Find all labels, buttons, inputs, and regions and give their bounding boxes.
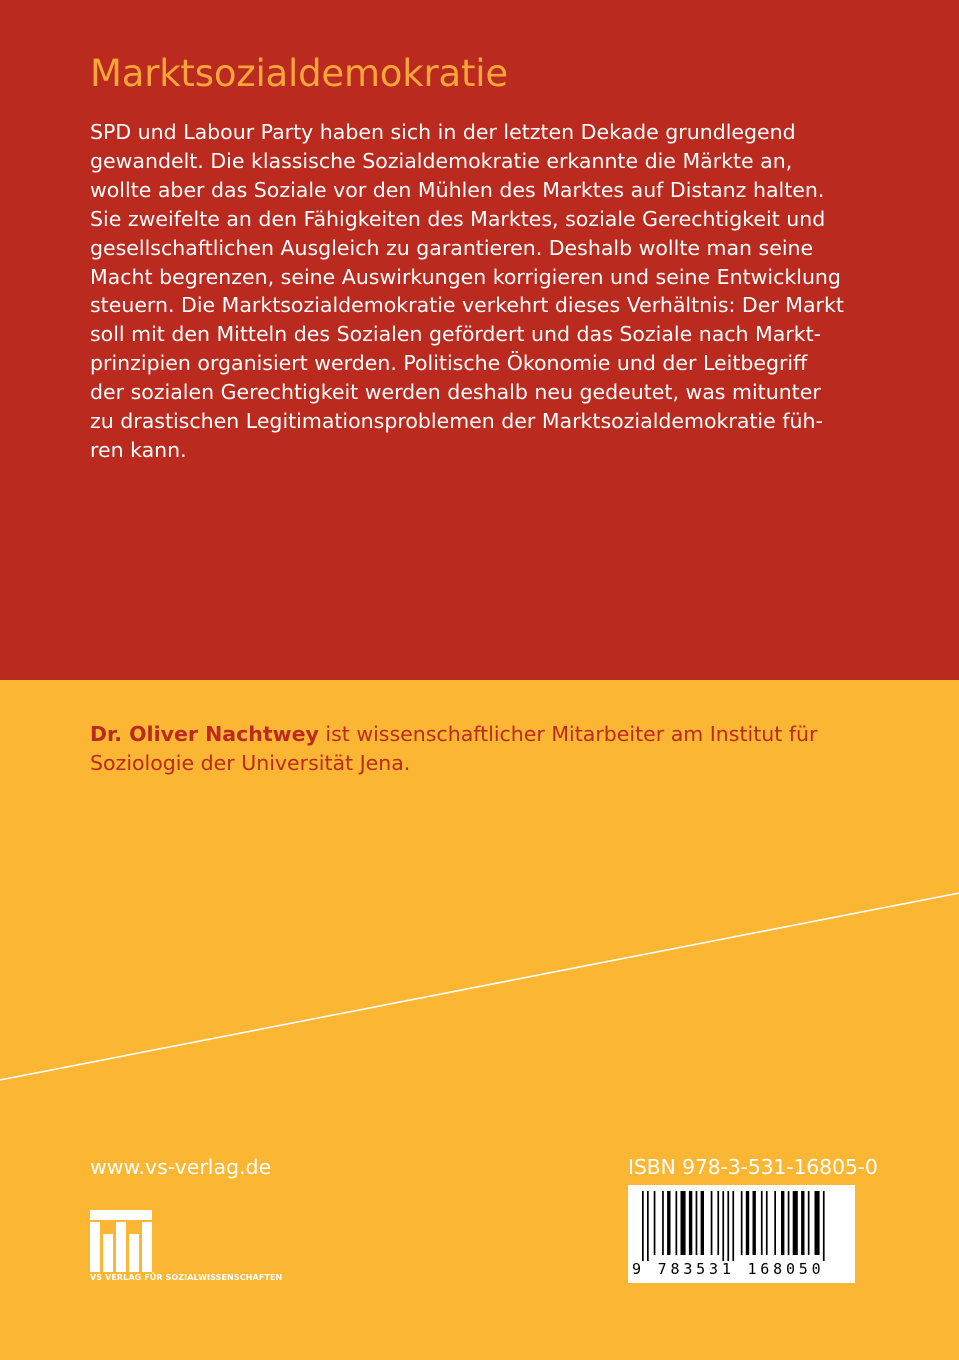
blurb-line: der sozialen Gerechtigkeit werden deshalb neu gedeutet, was mitunter: [90, 380, 821, 405]
barcode-bar: [717, 1191, 719, 1255]
bio-text: ist wissenschaftlicher Mitarbeiter am Institut für: [318, 722, 818, 746]
barcode-bar: [642, 1191, 644, 1261]
barcode-bar: [815, 1191, 820, 1255]
barcode-bar: [823, 1191, 825, 1261]
barcode-bar: [781, 1191, 784, 1255]
barcode-bar: [681, 1191, 686, 1255]
blurb-line: prinzipien organisiert werden. Politische Ökonomie und der Leitbegriff: [90, 351, 808, 376]
vs-verlag-logo-icon: [90, 1210, 152, 1272]
publisher-url: www.vs-verlag.de: [90, 1155, 272, 1179]
barcode-bar: [793, 1191, 798, 1255]
barcode-bar: [741, 1191, 743, 1255]
barcode-bar: [667, 1191, 670, 1255]
blurb-line: Sie zweifelte an den Fähigkeiten des Marktes, soziale Gerechtigkeit und: [90, 206, 826, 231]
barcode-bar: [701, 1191, 704, 1255]
blurb-line: steuern. Die Marktsozialdemokratie verkehrt dieses Verhältnis: Der Markt: [90, 293, 844, 318]
blurb-line: soll mit den Mitteln des Sozialen gefördert und das Soziale nach Markt-: [90, 322, 822, 347]
blurb-line: wollte aber das Soziale vor den Mühlen des Marktes auf Distanz halten.: [90, 177, 825, 202]
publisher-caption: VS VERLAG FÜR SOZIALWISSENSCHAFTEN: [90, 1273, 283, 1282]
blurb-line: Macht begrenzen, seine Auswirkungen korrigieren und seine Entwicklung: [90, 264, 841, 289]
blurb-line: gesellschaftlichen Ausgleich zu garantieren. Deshalb wollte man seine: [90, 235, 814, 260]
barcode-bar: [662, 1191, 664, 1255]
blurb-line: ren kann.: [90, 437, 187, 462]
blurb-line: gewandelt. Die klassische Sozialdemokratie erkannte die Märkte an,: [90, 148, 793, 173]
barcode-bar: [732, 1191, 734, 1261]
book-title: Marktsozialdemokratie: [90, 52, 508, 95]
barcode-bar: [676, 1191, 678, 1255]
barcode-bar: [808, 1191, 810, 1255]
barcode-bar: [722, 1191, 724, 1261]
barcode-bar: [746, 1191, 749, 1255]
barcode-bar: [711, 1191, 713, 1255]
isbn-text: ISBN 978-3-531-16805-0: [628, 1155, 878, 1179]
blurb-line: SPD und Labour Party haben sich in der letzten Dekade grundlegend: [90, 120, 796, 144]
blurb-line: zu drastischen Legitimationsproblemen der Marktsozialdemokratie füh-: [90, 409, 823, 434]
barcode-bar: [647, 1191, 649, 1261]
barcode-bar: [788, 1191, 790, 1255]
barcode-bar: [654, 1191, 656, 1255]
barcode-bar: [727, 1191, 729, 1261]
barcode-bar: [761, 1191, 763, 1255]
barcode-bar: [774, 1191, 776, 1255]
barcode-bar: [801, 1191, 804, 1255]
author-name: Dr. Oliver Nachtwey: [90, 722, 319, 746]
barcode-digits: 9 783531 168050: [632, 1260, 825, 1278]
bio-line: Soziologie der Universität Jena.: [90, 750, 411, 775]
barcode-bar: [766, 1191, 768, 1255]
isbn-barcode: [628, 1185, 855, 1283]
barcode-bar: [753, 1191, 756, 1255]
barcode-bar: [696, 1191, 698, 1255]
barcode-bar: [689, 1191, 692, 1255]
